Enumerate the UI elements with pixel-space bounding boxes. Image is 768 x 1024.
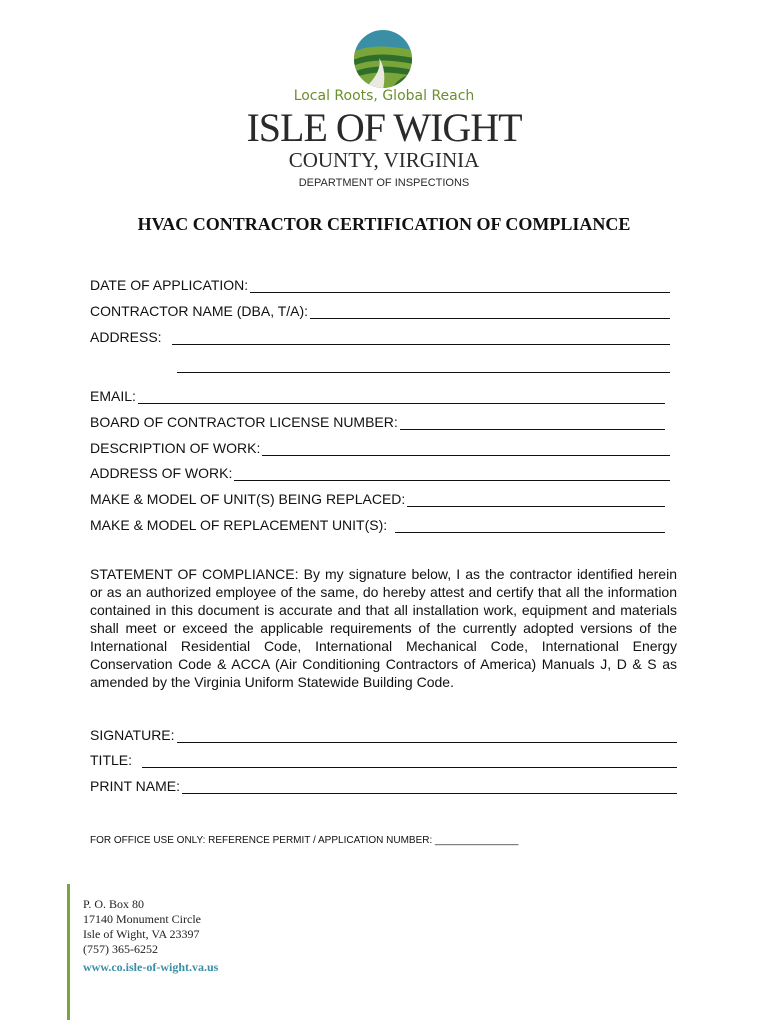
replacement-unit-field[interactable]: [90, 513, 665, 533]
landscape-circle-logo-icon: [353, 28, 413, 90]
title-field[interactable]: [90, 748, 677, 768]
field-label: DATE OF APPLICATION:: [90, 277, 249, 293]
department-name: DEPARTMENT OF INSPECTIONS: [298, 177, 470, 189]
field-label: TITLE:: [90, 752, 133, 768]
unit-being-replaced-field[interactable]: [90, 487, 665, 507]
license-number-field[interactable]: [90, 410, 665, 430]
field-label: PRINT NAME:: [90, 778, 180, 794]
tagline: Local Roots, Global Reach: [293, 88, 475, 104]
input-line[interactable]: [142, 753, 677, 768]
letterhead: [0, 24, 768, 194]
street-address: 17140 Monument Circle: [83, 912, 201, 926]
input-line[interactable]: [395, 518, 665, 533]
footer-address: [83, 897, 218, 975]
field-label: BOARD OF CONTRACTOR LICENSE NUMBER:: [90, 414, 398, 430]
po-box: P. O. Box 80: [83, 897, 145, 911]
address-of-work-field[interactable]: [90, 461, 670, 481]
statement-of-compliance: STATEMENT OF COMPLIANCE: By my signature below, I as the contractor identified herein or as an authorized employee of the same, do hereby attest and certify that all the information contained in this document is accurate and that all installation work, equipment and materials shall meet or exceed the applicable requirements of the currently adopted versions of the International Residential Code, International Mechanical Code, International Energy Conservation Code & ACCA (Air Conditioning Contractors of America) Manuals J, D & S as amended by the Virginia Uniform Statewide Building Code.: [90, 566, 677, 690]
city-state-zip: Isle of Wight, VA 23397: [83, 927, 200, 941]
county-title: ISLE OF WIGHT: [246, 105, 522, 150]
date-of-application-field[interactable]: [90, 273, 670, 293]
office-use-note: FOR OFFICE USE ONLY: REFERENCE PERMIT / APPLICATION NUMBER: _______________: [90, 835, 519, 846]
input-line[interactable]: [177, 728, 677, 743]
field-label: ADDRESS:: [90, 329, 162, 345]
contractor-name-field[interactable]: [90, 299, 670, 319]
field-label: CONTRACTOR NAME (DBA, T/A):: [90, 303, 309, 319]
input-line[interactable]: [234, 466, 670, 481]
email-field[interactable]: [90, 384, 665, 404]
signature-field[interactable]: [90, 723, 677, 743]
input-line[interactable]: [172, 330, 670, 345]
website-link[interactable]: www.co.isle-of-wight.va.us: [83, 960, 219, 974]
input-line[interactable]: [310, 304, 670, 319]
field-label: EMAIL:: [90, 388, 136, 404]
description-of-work-field[interactable]: [90, 436, 670, 456]
address-field[interactable]: [90, 325, 670, 345]
input-line[interactable]: [250, 278, 670, 293]
document-title: HVAC CONTRACTOR CERTIFICATION OF COMPLIANCE: [137, 214, 631, 234]
field-label: DESCRIPTION OF WORK:: [90, 440, 261, 456]
field-label: MAKE & MODEL OF UNIT(S) BEING REPLACED:: [90, 491, 406, 507]
input-line[interactable]: [138, 389, 665, 404]
input-line[interactable]: [262, 441, 670, 456]
address-line-2[interactable]: [177, 372, 670, 373]
footer-accent-bar: [67, 884, 70, 1020]
phone-number: (757) 365-6252: [83, 942, 158, 956]
field-label: ADDRESS OF WORK:: [90, 465, 233, 481]
county-subtitle: COUNTY, VIRGINIA: [288, 148, 480, 172]
print-name-field[interactable]: [90, 774, 677, 794]
field-label: MAKE & MODEL OF REPLACEMENT UNIT(S):: [90, 517, 388, 533]
input-line[interactable]: [182, 779, 677, 794]
input-line[interactable]: [407, 492, 665, 507]
field-label: SIGNATURE:: [90, 727, 175, 743]
input-line[interactable]: [400, 415, 665, 430]
